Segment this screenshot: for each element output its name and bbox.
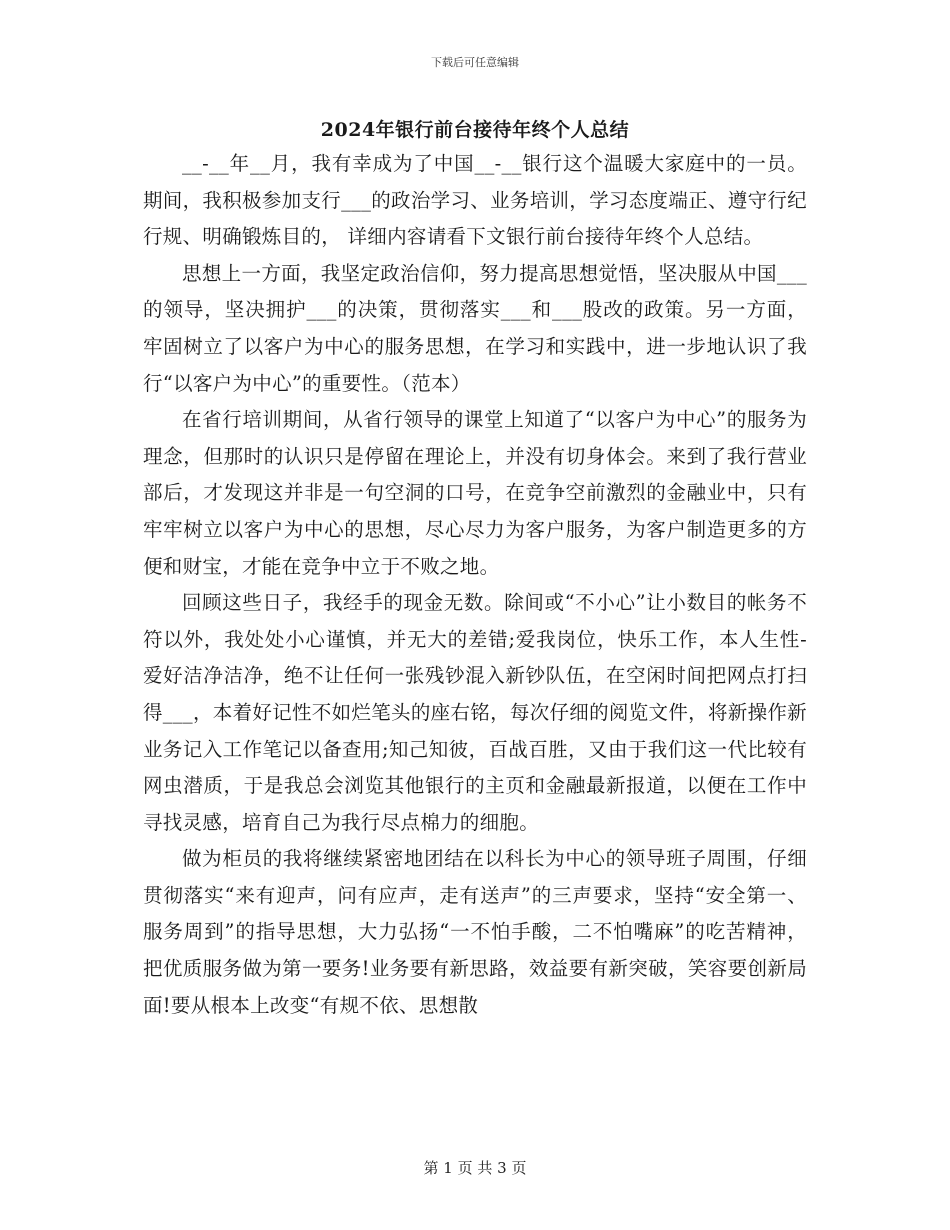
paragraph-ideology: 思想上一方面，我坚定政治信仰，努力提高思想觉悟，坚决服从中国___的领导，坚决拥护___的决策，贯彻落实___和___股改的政策。另一方面，牢固树立了以客户为中心的服务思想，在学习和实践中，进一步地认识了我行“以客户为中心”的重要性。（范本） — [143, 261, 807, 395]
paragraph-commitment: 做为柜员的我将继续紧密地团结在以科长为中心的领导班子周围，仔细贯彻落实“来有迎声，问有应声，走有送声”的三声要求，坚持“安全第一、服务周到”的指导思想，大力弘扬“一不怕手酸，二不怕嘴麻”的吃苦精神，把优质服务做为第一要务!业务要有新思路，效益要有新突破，笑容要创新局面!要从根本上改变“有规不依、思想散 — [143, 847, 807, 1017]
paragraph-review: 回顾这些日子，我经手的现金无数。除间或“不小心”让小数目的帐务不符以外，我处处小心谨慎，并无大的差错;爱我岗位，快乐工作，本人生性-爱好洁净洁净，绝不让任何一张残钞混入新钞队伍，在空闲时间把网点打扫得___，本着好记性不如烂笔头的座右铭，每次仔细的阅览文件，将新操作新业务记入工作笔记以备查用;知己知彼，百战百胜，又由于我们这一代比较有网虫潜质，于是我总会浏览其他银行的主页和金融最新报道，以便在工作中寻找灵感，培育自己为我行尽点棉力的细胞。 — [143, 591, 807, 834]
page-number: 第 1 页 共 3 页 — [423, 1159, 527, 1177]
document-body — [143, 146, 807, 1024]
document-title: 2024年银行前台接待年终个人总结 — [320, 119, 630, 141]
paragraph-training: 在省行培训期间，从省行领导的课堂上知道了“以客户为中心”的服务为理念，但那时的认识只是停留在理论上，并没有切身体会。来到了我行营业部后，才发现这并非是一句空洞的口号，在竞争空前激烈的金融业中，只有牢牢树立以客户为中心的思想，尽心尽力为客户服务，为客户制造更多的方便和财宝，才能在竞争中立于不败之地。 — [143, 408, 807, 578]
paragraph-intro: __-__年__月，我有幸成为了中国__-__银行这个温暖大家庭中的一员。期间，我积极参加支行___的政治学习、业务培训，学习态度端正、遵守行纪行规、明确锻炼目的， 详细内容请看下文银行前台接待年终个人总结。 — [143, 152, 807, 249]
header-note: 下载后可任意编辑 — [431, 56, 519, 69]
